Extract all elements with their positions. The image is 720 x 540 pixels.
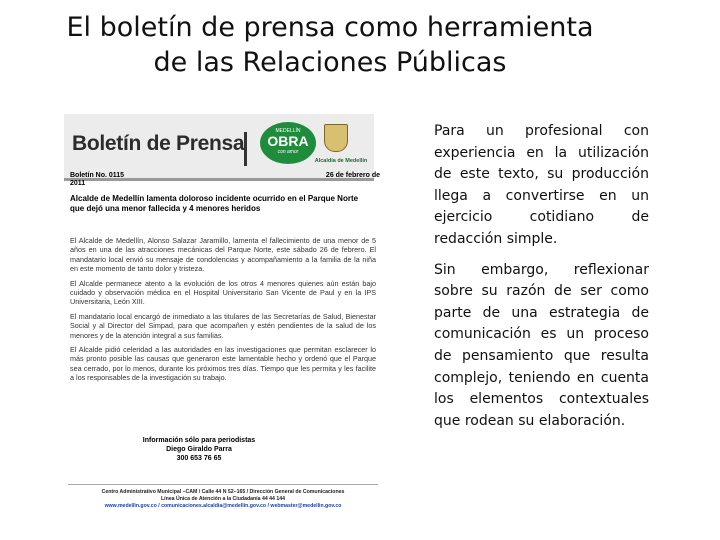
bulletin-contact (134, 436, 264, 463)
side-paragraph-2: Sin embargo, reflexionar sobre su razón de ser como parte de una estrategia de comunicación es un proceso de pensamiento que resulta complejo, teniendo en cuenta los elementos contextuales que rodean su elaboración. (434, 261, 649, 429)
footer-web-links: www.medellin.gov.co / comunicaciones.alcaldia@medellin.gov.co / webmaster@medellin.gov.co (104, 503, 342, 509)
bulletin-paragraph: El mandatario local encargó de inmediato a las titulares de las Secretarías de Salud, Bienestar Social y al Director del Simpad, para que acompañen y estén pendientes de la salud de los menores y de la atención integral a sus familias. (70, 311, 376, 340)
shield-icon (324, 124, 348, 152)
footer-phone: Línea Única de Atención a la Ciudadanía 44 44 144 (160, 496, 286, 502)
slide-title-line-2: de las Relaciones Públicas (153, 47, 507, 78)
press-bulletin-image (64, 114, 382, 524)
slide-title-line-1: El boletín de prensa como herramienta (66, 12, 594, 43)
bulletin-year: 2011 (70, 180, 86, 187)
contact-name: Diego Giraldo Parra (166, 446, 232, 453)
side-text (434, 121, 649, 441)
obra-logo-main: OBRA (267, 133, 309, 149)
bulletin-date: 26 de febrero de (325, 172, 380, 179)
side-paragraph-1: Para un profesional con experiencia en la utilización de este texto, su producción llega a convertirse en un ejercicio cotidiano de redacción simple. (434, 123, 649, 247)
slide-title (20, 10, 640, 80)
bulletin-number: Boletín No. 0115 (70, 172, 125, 179)
bulletin-paragraph: El Alcalde de Medellín, Alonso Salazar Jaramillo, lamenta el fallecimiento de una menor de 5 años en una de las atracciones mecánicas del Parque Norte, este sábado 26 de febrero. El mandatario local envió su mensaje de condolencias y acompañamiento a la familia de la niña en este momento de tanto dolor y tristeza. (70, 236, 376, 274)
footer-address: Centro Administrativo Municipal –CAM / Calle 44 N 52–165 / Dirección General de Comunicaciones (101, 489, 345, 495)
contact-line: Información sólo para periodistas (142, 437, 256, 444)
bulletin-paragraph: El Alcalde permanece atento a la evolución de los otros 4 menores quienes aún están bajo cuidado y observación médica en el Hospital Universitario San Vicente de Paul y en la IPS Universitaria, León XIII. (70, 278, 376, 307)
obra-logo-top: MEDELLÍN (275, 128, 301, 134)
bulletin-body (70, 236, 376, 388)
bulletin-headline: Alcalde de Medellín lamenta doloroso incidente ocurrido en el Parque Norte que dejó una menor fallecida y 4 menores heridos (70, 194, 359, 213)
header-divider (244, 132, 247, 166)
obra-logo-sub: con amor (277, 149, 299, 155)
contact-phone: 300 653 76 65 (176, 455, 222, 462)
bulletin-paragraph: El Alcalde pidió celeridad a las autoridades en las investigaciones que permitan esclarecer lo más pronto posible las causas que generaron este lamentable hecho y ordenó que el Parque sea cerrado, por lo menos, durante los próximos tres días. Tiempo que les permita y les facilite a los responsables de la investigación su trabajo. (70, 345, 376, 383)
alcaldia-label: Alcaldía de Medellín (314, 158, 368, 164)
bulletin-header (64, 114, 374, 181)
bulletin-header-title: Boletín de Prensa (72, 132, 245, 155)
bulletin-footer (68, 484, 378, 510)
